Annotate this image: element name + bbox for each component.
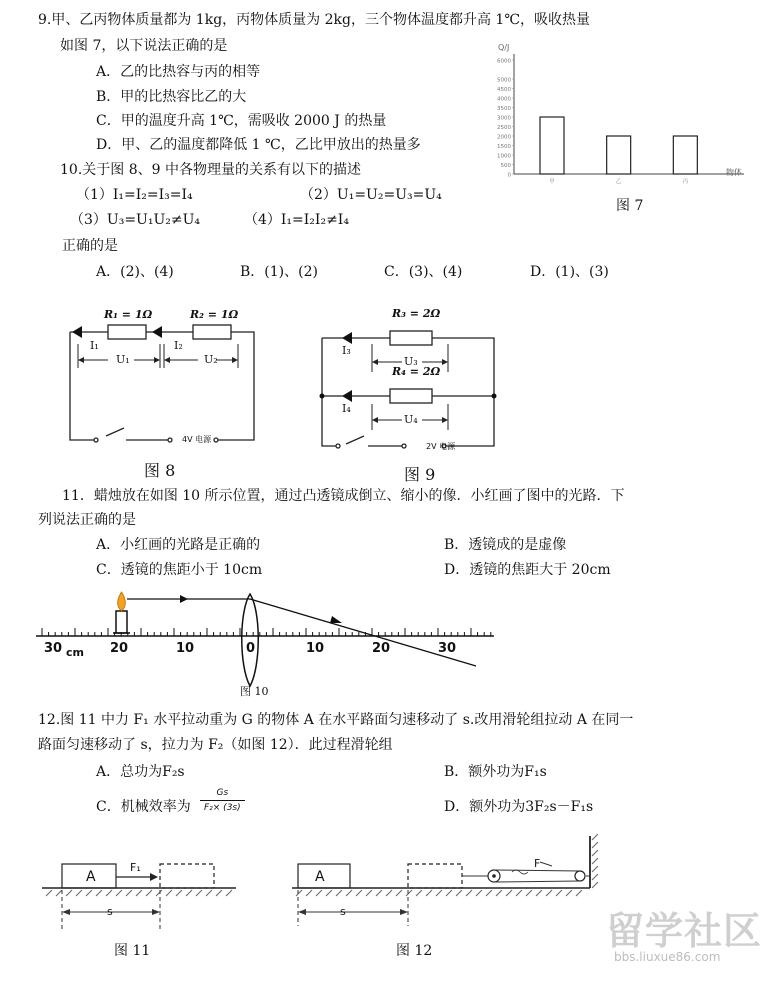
fig9-i4-label: I₄	[342, 402, 351, 415]
fig7-y-tick-label: 2500	[497, 125, 511, 131]
q9-stem-line2: 如图 7，以下说法正确的是	[60, 38, 228, 54]
fig7-bar-2	[607, 136, 631, 174]
fig7-y-tick-label: 1500	[497, 144, 511, 150]
fig9-u4-label: U₄	[404, 413, 418, 426]
fig7-y-tick-label: 6000	[497, 58, 511, 65]
q11-stem-line1: 11．蜡烛放在如图 10 所示位置，通过凸透镜成倒立、缩小的像．小红画了图中的光路．下	[62, 488, 625, 504]
fig10-tick-label-30-left: 30	[44, 641, 63, 656]
q10-item-1: （1）I₁=I₂=I₃=I₄	[76, 187, 193, 203]
watermark-url: bbs.liuxue86.com	[614, 950, 721, 964]
q10-stem: 10.关于图 8、9 中各物理量的关系有以下的描述	[60, 162, 361, 178]
fig10-tick-label-10-right: 10	[306, 641, 325, 656]
watermark-logo: 留学社区	[606, 909, 763, 953]
fig9-r3-label: R₃ = 2Ω	[392, 307, 441, 320]
q10-option-a: A．(2)、(4)	[96, 264, 174, 280]
q12-stem-line2: 路面匀速移动了 s，拉力为 F₂（如图 12）．此过程滑轮组	[38, 737, 393, 753]
fig8-r2-label: R₂ = 1Ω	[190, 308, 239, 321]
q12-option-a: A．总功为F₂s	[96, 764, 185, 780]
q11-stem-line2: 列说法正确的是	[38, 512, 136, 528]
fig7-category-label: 甲	[549, 179, 555, 185]
fig10-optics-diagram	[36, 586, 496, 696]
fig8-i1-label: I₁	[90, 339, 99, 352]
q12-stem-line1: 12.图 11 中力 F₁ 水平拉动重为 G 的物体 A 在水平路面匀速移动了 s.改用滑轮组拉动 A 在同一	[38, 712, 634, 728]
fig10-tick-label-20-right: 20	[372, 641, 391, 656]
fig9-i3-label: I₃	[342, 344, 351, 357]
fig10-unit-label: cm	[66, 646, 84, 659]
q10-item-3: （3）U₃=U₁U₂≠U₄	[70, 212, 201, 228]
q12-efficiency-denominator: F₂× (3s)	[204, 803, 241, 813]
q9-stem-line1: 9.甲、乙丙物体质量都为 1kg，丙物体质量为 2kg，三个物体温度都升高 1℃，吸收热量	[38, 12, 590, 28]
fig7-y-tick-label: 0	[507, 172, 511, 179]
q9-option-a: A．乙的比热容与丙的相等	[96, 64, 261, 80]
q9-option-c: C．甲的温度升高 1℃，需吸收 2000 J 的热量	[96, 113, 387, 129]
fig8-caption: 图 8	[144, 461, 176, 480]
q9-option-b: B．甲的比热容比乙的大	[96, 89, 247, 105]
fig11-distance-label: s	[107, 905, 113, 918]
fig8-u1-label: U₁	[116, 353, 130, 366]
fig7-y-axis-label: Q/J	[498, 43, 510, 52]
q11-option-c: C．透镜的焦距小于 10cm	[96, 562, 263, 578]
q9-option-d: D．甲、乙的温度都降低 1 ℃，乙比甲放出的热量多	[96, 137, 421, 153]
q10-option-c: C．(3)、(4)	[384, 264, 463, 280]
fig10-tick-label-30-right: 30	[438, 641, 457, 656]
fig7-y-tick-label: 3500	[497, 106, 511, 112]
fig12-distance-label: s	[340, 905, 346, 918]
fig9-u3-label: U₃	[404, 355, 418, 368]
fig11-force-label: F₁	[130, 861, 141, 874]
fig12-caption: 图 12	[396, 943, 433, 959]
fig12-block-label: A	[315, 869, 325, 885]
fig7-bar-3	[673, 136, 697, 174]
fig7-x-axis-label: 物体	[726, 168, 742, 177]
fig7-caption: 图 7	[616, 198, 644, 214]
q10-item-4: （4）I₁=I₂I₂≠I₄	[244, 212, 349, 228]
q12-efficiency-fraction	[200, 788, 245, 813]
fig8-series-circuit	[68, 308, 268, 448]
fig7-category-label: 乙	[615, 179, 622, 185]
fig10-tick-label-10-left: 10	[176, 641, 195, 656]
fig11-caption: 图 11	[114, 943, 151, 959]
fig7-y-tick-label: 4000	[497, 96, 511, 103]
fig9-caption: 图 9	[404, 465, 436, 484]
fig8-u2-label: U₂	[204, 353, 218, 366]
fig7-y-tick-label: 5000	[497, 77, 511, 84]
fig8-r1-label: R₁ = 1Ω	[104, 308, 153, 321]
fig8-source-label: 4V 电源	[182, 435, 212, 444]
fig7-y-tick-label: 1000	[497, 153, 511, 160]
q11-option-a: A．小红画的光路是正确的	[96, 537, 261, 553]
q10-option-b: B．(1)、(2)	[240, 264, 318, 280]
q10-option-d: D．(1)、(3)	[530, 264, 609, 280]
fig7-bar-1	[540, 117, 564, 174]
fig7-y-tick-label: 500	[500, 163, 511, 169]
fig7-category-label: 丙	[682, 179, 689, 185]
fig7-y-tick-label: 4500	[497, 87, 511, 93]
fig12-force-label: F	[534, 857, 541, 870]
q10-item-2: （2）U₁=U₂=U₃=U₄	[300, 187, 442, 203]
fig9-r4-label: R₄ = 2Ω	[392, 365, 441, 378]
fig7-y-tick-label: 2000	[497, 134, 511, 141]
fig7-y-tick-label: 3000	[497, 115, 511, 122]
q12-option-d: D．额外功为3F₂s－F₁s	[444, 799, 594, 815]
fig8-i2-label: I₂	[174, 339, 183, 352]
fig11-block-label: A	[86, 869, 96, 885]
q11-option-d: D．透镜的焦距大于 20cm	[444, 562, 611, 578]
q12-option-c: C．机械效率为	[96, 799, 191, 815]
q11-option-b: B．透镜成的是虚像	[444, 537, 567, 553]
q12-option-b: B．额外功为F₁s	[444, 764, 547, 780]
fig10-caption: 图 10	[240, 685, 269, 698]
q12-efficiency-numerator: Gs	[216, 788, 229, 798]
fig9-source-label: 2V 电源	[426, 442, 456, 451]
fig10-tick-label-20-left: 20	[110, 641, 129, 656]
q10-prompt: 正确的是	[62, 238, 118, 254]
fig10-tick-label-0: 0	[246, 641, 256, 656]
